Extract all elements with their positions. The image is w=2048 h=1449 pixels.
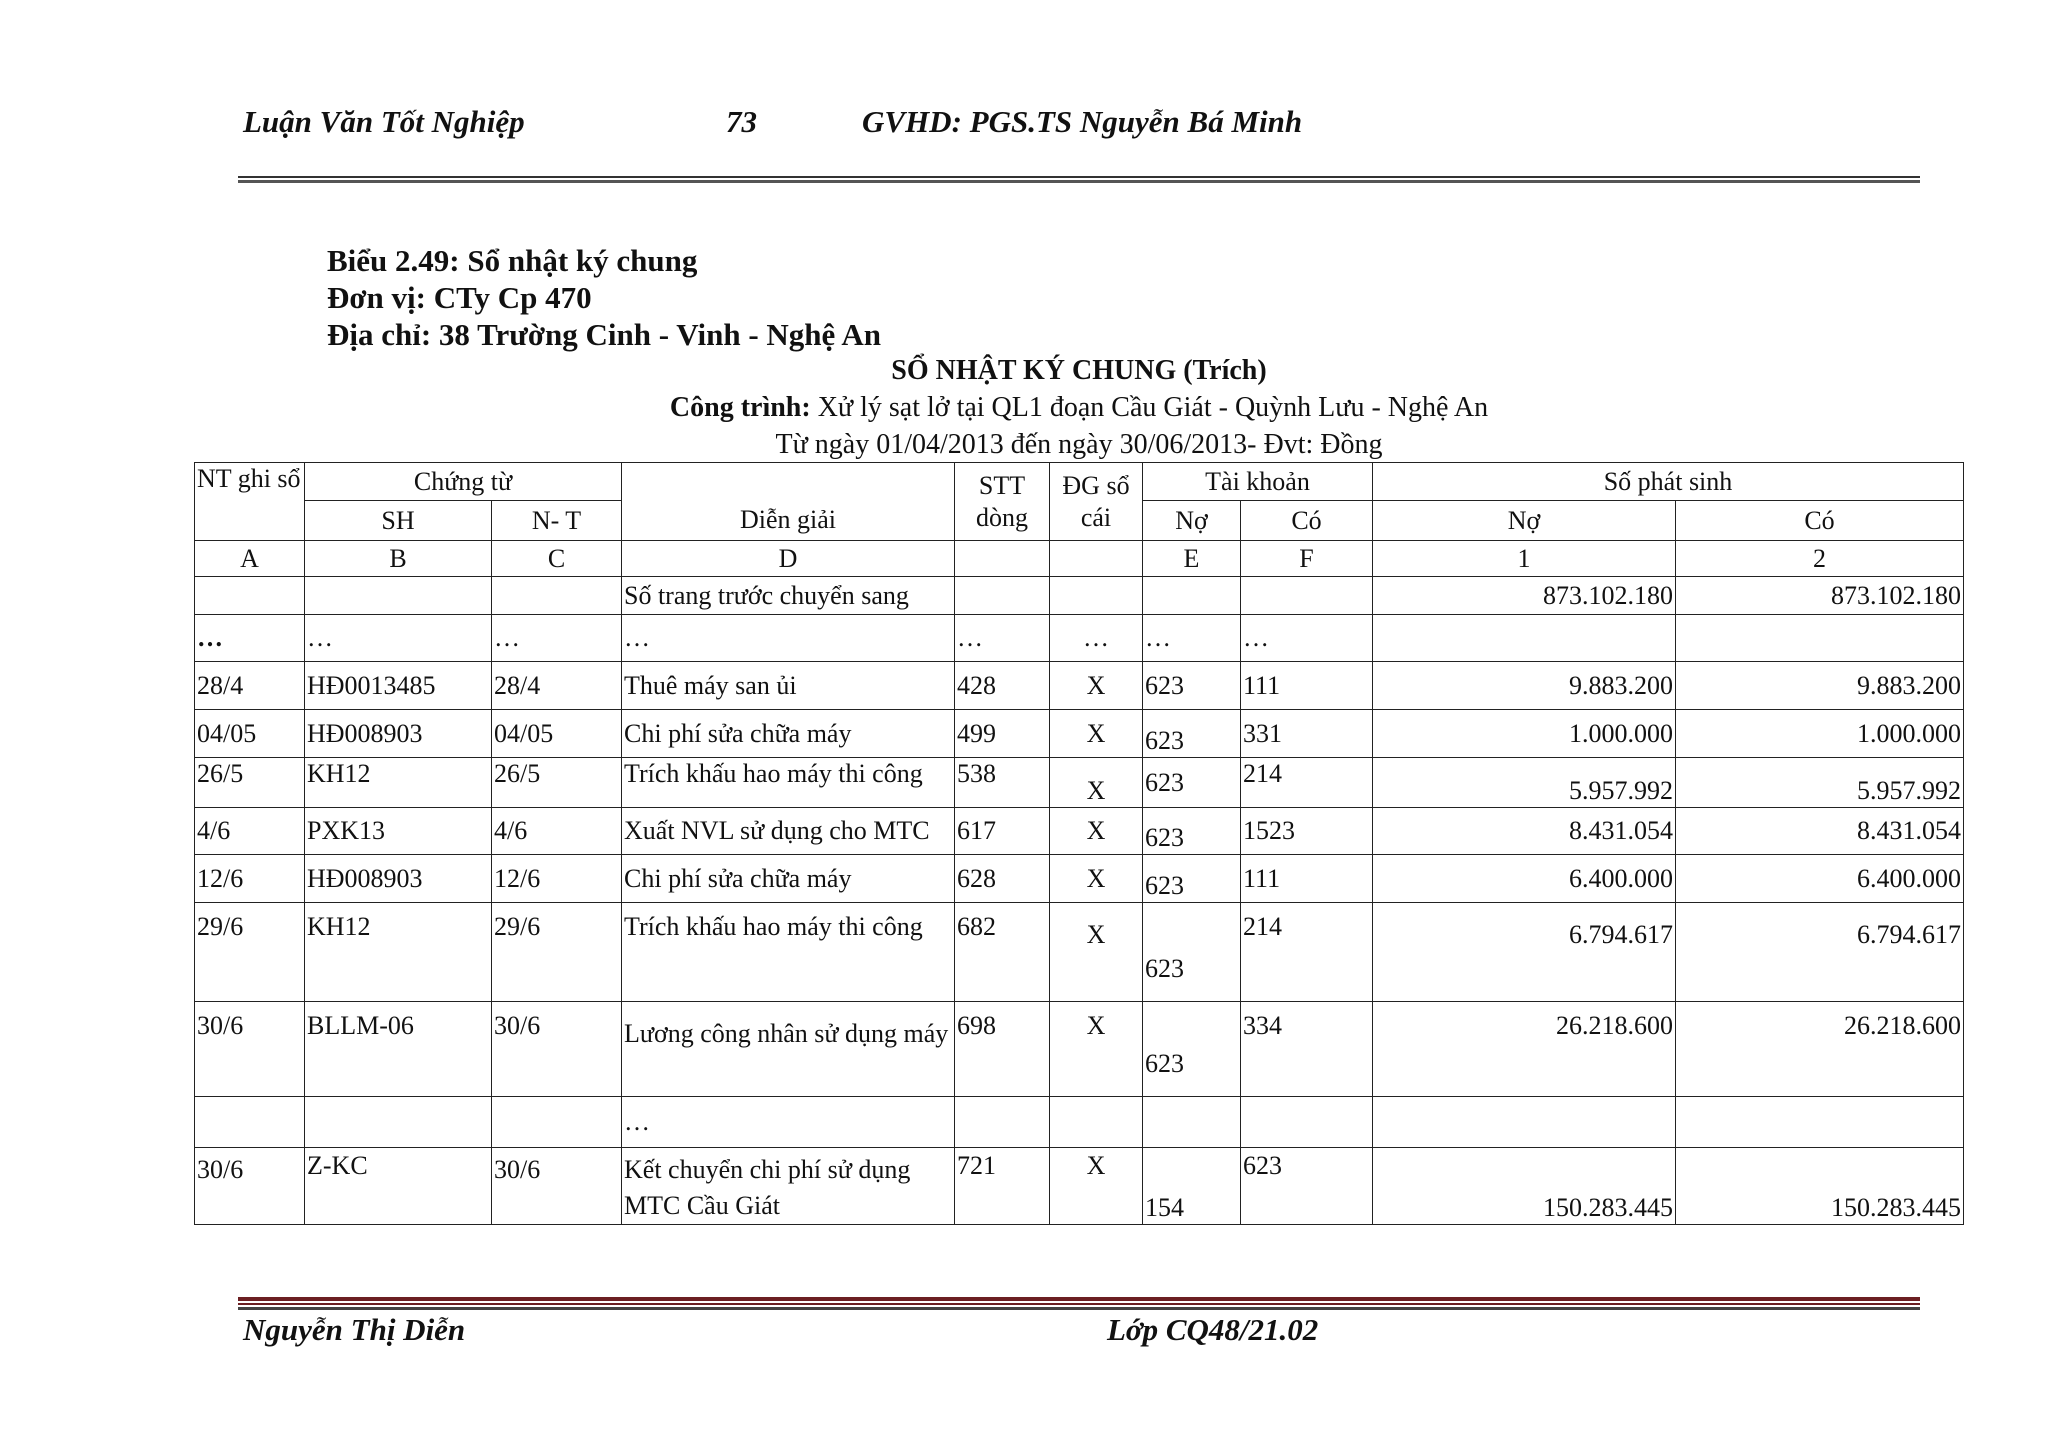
row-nt: 4/6 (195, 808, 305, 855)
row-desc: Chi phí sửa chữa máy (622, 710, 955, 758)
row-ps-co: 8.431.054 (1676, 808, 1964, 855)
row-tk-no: 623 (1143, 1002, 1241, 1097)
dots-stt: … (955, 615, 1050, 662)
header-n-t: N- T (492, 501, 622, 541)
table-row (195, 855, 1964, 903)
table-row (195, 808, 1964, 855)
row-ps-no: 1.000.000 (1373, 710, 1676, 758)
row-ps-co: 150.283.445 (1676, 1148, 1964, 1225)
row-ps-no: 8.431.054 (1373, 808, 1676, 855)
row-nt2: 29/6 (492, 903, 622, 1002)
table-row (195, 662, 1964, 710)
row-tk-co: 331 (1241, 710, 1373, 758)
row-tk-no: 623 (1143, 808, 1241, 855)
dots-dg: … (1050, 615, 1143, 662)
row-sh: HĐ008903 (305, 855, 492, 903)
row-dg: X (1050, 1148, 1143, 1225)
row-dg: X (1050, 710, 1143, 758)
row-ps-co: 9.883.200 (1676, 662, 1964, 710)
row-nt2: 28/4 (492, 662, 622, 710)
row-sh: PXK13 (305, 808, 492, 855)
header-rule (238, 176, 1920, 178)
row-tk-no: 623 (1143, 710, 1241, 758)
period-line: Từ ngày 01/04/2013 đến ngày 30/06/2013- Đvt: Đồng (775, 429, 1383, 460)
header-so-phat-sinh: Số phát sinh (1373, 463, 1964, 501)
row-ps-no: 9.883.200 (1373, 662, 1676, 710)
row-ps-co: 6.794.617 (1676, 903, 1964, 1002)
row-nt: 30/6 (195, 1148, 305, 1225)
table-row (195, 1002, 1964, 1097)
header-tk-no: Nợ (1143, 501, 1241, 541)
header-nt-ghi-so: NT ghi sổ (195, 463, 305, 541)
row-tk-no: 154 (1143, 1148, 1241, 1225)
row-desc: Trích khấu hao máy thi công (622, 903, 955, 1002)
code-empty (955, 541, 1050, 577)
row-sh: HĐ0013485 (305, 662, 492, 710)
row-nt2: 4/6 (492, 808, 622, 855)
row-nt2: 04/05 (492, 710, 622, 758)
row-dg: X (1050, 1002, 1143, 1097)
row-nt2: 26/5 (492, 758, 622, 808)
row-stt: 617 (955, 808, 1050, 855)
row-nt2: 30/6 (492, 1002, 622, 1097)
figure-caption: Biểu 2.49: Sổ nhật ký chung (327, 243, 698, 278)
header-ps-no: Nợ (1373, 501, 1676, 541)
row-dg: X (1050, 903, 1143, 1002)
row-tk-co: 1523 (1241, 808, 1373, 855)
row-dg: X (1050, 662, 1143, 710)
code-a: A (195, 541, 305, 577)
row-stt: 682 (955, 903, 1050, 1002)
dots-nt2: … (492, 615, 622, 662)
row-dg: X (1050, 808, 1143, 855)
header-tk-co: Có (1241, 501, 1373, 541)
row-ps-co: 1.000.000 (1676, 710, 1964, 758)
company-unit: Đơn vị: CTy Cp 470 (327, 280, 592, 315)
row-desc: Trích khấu hao máy thi công (622, 758, 955, 808)
ellipsis-desc: … (622, 1097, 955, 1148)
carry-forward-row (195, 577, 1964, 615)
footer-rule-tertiary (238, 1307, 1920, 1310)
row-sh: KH12 (305, 758, 492, 808)
row-tk-co: 111 (1241, 855, 1373, 903)
row-ps-no: 150.283.445 (1373, 1148, 1676, 1225)
code-c: C (492, 541, 622, 577)
code-empty (1050, 541, 1143, 577)
header-tai-khoan: Tài khoản (1143, 463, 1373, 501)
code-b: B (305, 541, 492, 577)
carry-no: 873.102.180 (1373, 577, 1676, 615)
page-number: 73 (726, 104, 757, 139)
code-e: E (1143, 541, 1241, 577)
row-stt: 538 (955, 758, 1050, 808)
row-stt: 428 (955, 662, 1050, 710)
row-tk-co: 214 (1241, 758, 1373, 808)
header-sh: SH (305, 501, 492, 541)
ellipsis-row (195, 1097, 1964, 1148)
running-header-advisor: GVHD: PGS.TS Nguyễn Bá Minh (862, 104, 1303, 139)
column-code-row (195, 541, 1964, 577)
carry-co: 873.102.180 (1676, 577, 1964, 615)
row-ps-no: 26.218.600 (1373, 1002, 1676, 1097)
row-desc: Chi phí sửa chữa máy (622, 855, 955, 903)
footer-rule-secondary (238, 1303, 1920, 1305)
row-ps-no: 6.794.617 (1373, 903, 1676, 1002)
row-sh: HĐ008903 (305, 710, 492, 758)
row-ps-co: 6.400.000 (1676, 855, 1964, 903)
row-stt: 698 (955, 1002, 1050, 1097)
row-desc: Xuất NVL sử dụng cho MTC (622, 808, 955, 855)
code-d: D (622, 541, 955, 577)
code-1: 1 (1373, 541, 1676, 577)
dots-sh: … (305, 615, 492, 662)
row-nt2: 12/6 (492, 855, 622, 903)
running-header-title: Luận Văn Tốt Nghiệp (243, 104, 525, 139)
dots-tk-co: … (1241, 615, 1373, 662)
row-desc: Lương công nhân sử dụng máy (622, 1002, 955, 1097)
row-nt: 04/05 (195, 710, 305, 758)
row-dg: X (1050, 758, 1143, 808)
row-stt: 721 (955, 1148, 1050, 1225)
header-dien-giai: Diễn giải (622, 463, 955, 541)
row-ps-no: 5.957.992 (1373, 758, 1676, 808)
header-rule-secondary (238, 180, 1920, 183)
code-f: F (1241, 541, 1373, 577)
row-nt: 28/4 (195, 662, 305, 710)
row-ps-no: 6.400.000 (1373, 855, 1676, 903)
row-sh: KH12 (305, 903, 492, 1002)
ledger-title: SỔ NHẬT KÝ CHUNG (Trích) (891, 355, 1267, 386)
header-ps-co: Có (1676, 501, 1964, 541)
row-stt: 499 (955, 710, 1050, 758)
header-stt-dong: STT dòng (955, 463, 1050, 541)
table-row (195, 758, 1964, 808)
journal-ledger-table (194, 462, 1964, 1225)
footer-class: Lớp CQ48/21.02 (1107, 1312, 1319, 1347)
row-nt: 30/6 (195, 1002, 305, 1097)
project-value: Xử lý sạt lở tại QL1 đoạn Cầu Giát - Quỳnh Lưu - Nghệ An (817, 392, 1489, 423)
row-tk-no: 623 (1143, 855, 1241, 903)
company-address: Địa chỉ: 38 Trường Cinh - Vinh - Nghệ An (327, 317, 881, 352)
row-desc: Thuê máy san ủi (622, 662, 955, 710)
footer-author: Nguyễn Thị Diễn (243, 1312, 466, 1347)
row-nt: 29/6 (195, 903, 305, 1002)
row-tk-co: 623 (1241, 1148, 1373, 1225)
dots-desc: … (622, 615, 955, 662)
row-nt: 12/6 (195, 855, 305, 903)
project-line (0, 392, 2048, 424)
row-ps-co: 5.957.992 (1676, 758, 1964, 808)
header-dg-so-cai: ĐG sổ cái (1050, 463, 1143, 541)
ellipsis-row (195, 615, 1964, 662)
row-nt2: 30/6 (492, 1148, 622, 1225)
header-row-1 (195, 463, 1964, 501)
row-tk-co: 334 (1241, 1002, 1373, 1097)
row-tk-no: 623 (1143, 662, 1241, 710)
project-label: Công trình: (669, 392, 811, 423)
table-row (195, 903, 1964, 1002)
carry-desc: Số trang trước chuyển sang (622, 577, 955, 615)
row-nt: 26/5 (195, 758, 305, 808)
dots-nt: … (195, 615, 305, 662)
closing-entry-row (195, 1148, 1964, 1225)
row-sh: BLLM-06 (305, 1002, 492, 1097)
row-desc: Kết chuyển chi phí sử dụng MTC Cầu Giát (622, 1148, 955, 1225)
header-chung-tu: Chứng từ (305, 463, 622, 501)
row-tk-no: 623 (1143, 758, 1241, 808)
row-tk-co: 111 (1241, 662, 1373, 710)
row-stt: 628 (955, 855, 1050, 903)
row-sh: Z-KC (305, 1148, 492, 1225)
row-tk-co: 214 (1241, 903, 1373, 1002)
row-ps-co: 26.218.600 (1676, 1002, 1964, 1097)
row-tk-no: 623 (1143, 903, 1241, 1002)
code-2: 2 (1676, 541, 1964, 577)
dots-tk-no: … (1143, 615, 1241, 662)
table-row (195, 710, 1964, 758)
footer-rule (238, 1297, 1920, 1301)
row-dg: X (1050, 855, 1143, 903)
